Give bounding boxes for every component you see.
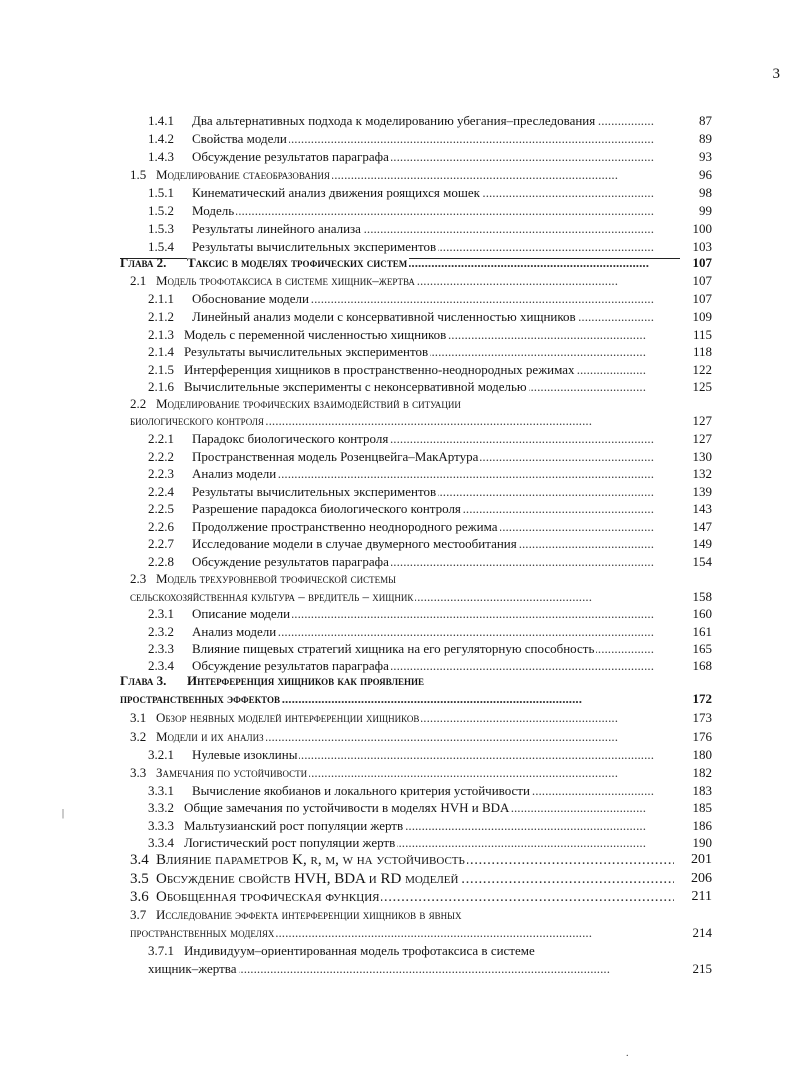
toc-entry-title: Исследование эффекта интерференции хищников в явных xyxy=(156,907,462,922)
toc-page-number: 89 xyxy=(699,131,712,146)
toc-page-number: 96 xyxy=(699,167,712,182)
toc-entry-number: 3.3 xyxy=(130,765,147,780)
toc-page-number: 160 xyxy=(692,606,712,621)
scan-mark: | xyxy=(62,808,65,819)
toc-page-number: 122 xyxy=(692,362,712,377)
toc-page-number: 161 xyxy=(692,624,712,639)
toc-page-number: 214 xyxy=(692,925,712,940)
toc-entry-title: Обоснование модели xyxy=(192,291,309,306)
toc-entry-title: Анализ модели xyxy=(192,624,277,639)
toc-entry-number: 1.4.3 xyxy=(148,149,174,164)
toc-entry-title: Вычислительные эксперименты с неконсервативной моделью xyxy=(184,379,527,394)
toc-entry-number: 2.1 xyxy=(130,273,147,288)
toc-entry-title: Замечания по устойчивости xyxy=(156,765,308,780)
toc-entry-number: 3.5 xyxy=(130,871,149,887)
toc-entry-title: Анализ модели xyxy=(192,466,277,481)
toc-entry-number: 3.6 xyxy=(130,889,149,905)
toc-entry-title: Логистический рост популяции жертв xyxy=(184,835,396,850)
toc-page-number: 109 xyxy=(692,309,712,324)
toc-entry-number: 2.2.1 xyxy=(148,431,174,446)
toc-entry-number: 2.1.5 xyxy=(148,362,174,377)
toc-page-number: 201 xyxy=(691,852,712,867)
toc-page-number: 139 xyxy=(692,484,712,499)
toc-entry-number: 2.1.6 xyxy=(148,379,174,394)
toc-page-number: 149 xyxy=(692,536,712,551)
toc-entry-title: Обсуждение свойств HVH, BDA и RD моделей xyxy=(156,871,459,887)
toc-entry-number: 2.2.8 xyxy=(148,554,174,569)
toc-entry-number: 2.2.5 xyxy=(148,501,174,516)
toc-entry-number: 2.2.6 xyxy=(148,519,174,534)
toc-page-number: 180 xyxy=(692,747,712,762)
toc-entry-number: 3.7 xyxy=(130,907,147,922)
toc-entry-number: Глава 2. xyxy=(120,255,167,270)
toc-entry-number: 3.3.2 xyxy=(148,800,174,815)
toc-entry-title: Результаты вычислительных экспериментов xyxy=(192,239,437,254)
toc-entry-title: Мальтузианский рост популяции жертв xyxy=(184,818,404,833)
toc-entry-number: 2.2 xyxy=(130,396,147,411)
toc-page-number: 185 xyxy=(692,800,712,815)
toc-page-number: 143 xyxy=(692,501,712,516)
toc-entry-number: 2.3.4 xyxy=(148,658,174,673)
toc-entry-title: пространственных моделях xyxy=(130,925,275,940)
toc-entry-title: Интерференция хищников в пространственно-неоднородных режимах xyxy=(184,362,575,377)
toc-page-number: 172 xyxy=(692,691,712,706)
toc-entry-number: 3.2 xyxy=(130,729,147,744)
toc-entry-title: Пространственная модель Розенцвейга–МакАртура xyxy=(192,449,479,464)
toc-entry-number: 2.2.3 xyxy=(148,466,174,481)
toc-entry-title: Обсуждение результатов параграфа xyxy=(192,554,389,569)
toc-page-number: 168 xyxy=(692,658,712,673)
toc-page-number: 158 xyxy=(692,589,712,604)
toc-entry-title: Общие замечания по устойчивости в моделях HVH и BDA xyxy=(184,800,510,815)
toc-entry-number: 1.5.2 xyxy=(148,203,174,218)
toc-page-number: 93 xyxy=(699,149,712,164)
toc-page-number: 182 xyxy=(692,765,712,780)
toc-page-number: 127 xyxy=(692,413,712,428)
toc-entry-number: Глава 3. xyxy=(120,673,167,688)
toc-entry-number: 1.5.3 xyxy=(148,221,174,236)
toc-entry-title: Влияние параметров K, r, m, w на устойчивость xyxy=(156,852,465,868)
toc-page-number: 173 xyxy=(692,710,712,725)
toc-entry-number: 1.5.1 xyxy=(148,185,174,200)
toc-entry-title: биологического контроля xyxy=(130,413,264,428)
toc-page-number: 98 xyxy=(699,185,712,200)
toc-entry-title: Модели и их анализ xyxy=(156,729,264,744)
toc-entry-title: Моделирование трофических взаимодействий в ситуации xyxy=(156,396,461,411)
toc-entry-number: 1.5 xyxy=(130,167,147,182)
toc-page-number: 211 xyxy=(691,889,712,904)
toc-page-number: 107 xyxy=(692,255,712,270)
toc-entry-title: Таксис в моделях трофических систем xyxy=(187,255,408,270)
toc-entry-number: 2.3 xyxy=(130,571,147,586)
toc-page-number: 99 xyxy=(699,203,712,218)
toc-entry-title: Обсуждение результатов параграфа xyxy=(192,149,389,164)
toc-entry-title: Разрешение парадокса биологического контроля xyxy=(192,501,461,516)
toc-entry-title: Парадокс биологического контроля xyxy=(192,431,389,446)
toc-entry-number: 3.3.1 xyxy=(148,783,174,798)
toc-entry-number: 2.2.7 xyxy=(148,536,174,551)
toc-entry-number: 2.1.2 xyxy=(148,309,174,324)
toc-entry-title: Влияние пищевых стратегий хищника на его регуляторную способность xyxy=(192,641,595,656)
toc-page-number: 125 xyxy=(692,379,712,394)
toc-entry-number: 3.2.1 xyxy=(148,747,174,762)
toc-entry-title: Интерференция хищников как проявление xyxy=(187,673,425,688)
toc-entry-title: Моделирование стаеобразования xyxy=(156,167,330,182)
toc-entry-title: Нулевые изоклины xyxy=(192,747,298,762)
toc-entry-number: 1.4.1 xyxy=(148,113,174,128)
toc-entry-number: 2.3.2 xyxy=(148,624,174,639)
toc-page-number: 115 xyxy=(692,327,712,342)
toc-entry-number: 3.7.1 xyxy=(148,943,174,958)
toc-entry-title: Результаты вычислительных экспериментов xyxy=(184,344,429,359)
toc-entry-title: Вычисление якобианов и локального критерия устойчивости xyxy=(192,783,530,798)
toc-page-number: 103 xyxy=(692,239,712,254)
toc-entry-title: Два альтернативных подхода к моделированию убегания–преследования xyxy=(192,113,596,128)
toc-entry-number: 2.1.1 xyxy=(148,291,174,306)
toc-entry-title: Индивидуум–ориентированная модель трофотаксиса в системе xyxy=(184,943,535,958)
toc-entry-title: Обсуждение результатов параграфа xyxy=(192,658,389,673)
toc-entry-number: 2.3.3 xyxy=(148,641,174,656)
scan-dot: . xyxy=(626,1048,629,1059)
toc-page-number: 206 xyxy=(691,871,712,886)
toc-entry-title: хищник–жертва xyxy=(148,961,237,976)
toc-entry-title: сельскохозяйственная культура – вредитель – хищник xyxy=(130,589,414,604)
toc-entry-number: 3.3.3 xyxy=(148,818,174,833)
toc-entry-title: пространственных эффектов xyxy=(120,691,281,706)
toc-entry-number: 3.1 xyxy=(130,710,147,725)
toc-entry-number: 3.4 xyxy=(130,852,149,868)
toc-entry-title: Описание модели xyxy=(192,606,291,621)
toc-entry-title: Модель с переменной численностью хищников xyxy=(184,327,447,342)
toc-entry-number: 2.1.4 xyxy=(148,344,174,359)
toc-entry-number: 1.5.4 xyxy=(148,239,174,254)
toc-entry-title: Обобщенная трофическая функция xyxy=(156,889,380,905)
page-number: 3 xyxy=(772,66,780,82)
toc-page-number: 107 xyxy=(692,291,712,306)
toc-page-number: 87 xyxy=(699,113,712,128)
toc-entry-title: Продолжение пространственно неоднородного режима xyxy=(192,519,498,534)
toc-page-number: 215 xyxy=(692,961,712,976)
toc-entry-number: 2.3.1 xyxy=(148,606,174,621)
toc-entry-title: Обзор неявных моделей интерференции хищников xyxy=(156,710,420,725)
toc-entry-title: Результаты линейного анализа xyxy=(192,221,361,236)
toc-entry-title: Линейный анализ модели с консервативной численностью хищников xyxy=(192,309,576,324)
toc-entry-number: 2.1.3 xyxy=(148,327,174,342)
toc-entry-number: 3.3.4 xyxy=(148,835,174,850)
toc-entry-title: Модель трофотаксиса в системе хищник–жертва xyxy=(156,273,415,288)
toc-entry-title: Исследование модели в случае двумерного местообитания xyxy=(192,536,517,551)
toc-entry-number: 2.2.4 xyxy=(148,484,174,499)
toc-page-number: 186 xyxy=(692,818,712,833)
toc-page-number: 118 xyxy=(692,344,712,359)
toc-page-number: 100 xyxy=(692,221,712,236)
toc-page-number: 130 xyxy=(692,449,712,464)
toc-page-number: 154 xyxy=(692,554,712,569)
toc-entry-title: Модель трехуровневой трофической системы xyxy=(156,571,396,586)
toc-page-number: 147 xyxy=(692,519,712,534)
toc-page-number: 127 xyxy=(692,431,712,446)
toc-entry-number: 1.4.2 xyxy=(148,131,174,146)
toc-entry-title: Кинематический анализ движения роящихся мошек xyxy=(192,185,480,200)
toc-page-number: 183 xyxy=(692,783,712,798)
toc-page-number: 176 xyxy=(692,729,712,744)
toc-entry-title: Результаты вычислительных экспериментов xyxy=(192,484,437,499)
toc-entry-title: Свойства модели xyxy=(192,131,287,146)
toc-page-number: 165 xyxy=(692,641,712,656)
toc-page-number: 107 xyxy=(692,273,712,288)
toc-page-number: 132 xyxy=(692,466,712,481)
toc-entry-number: 2.2.2 xyxy=(148,449,174,464)
toc-page-number: 190 xyxy=(692,835,712,850)
toc-entry-title: Модель xyxy=(192,203,235,218)
